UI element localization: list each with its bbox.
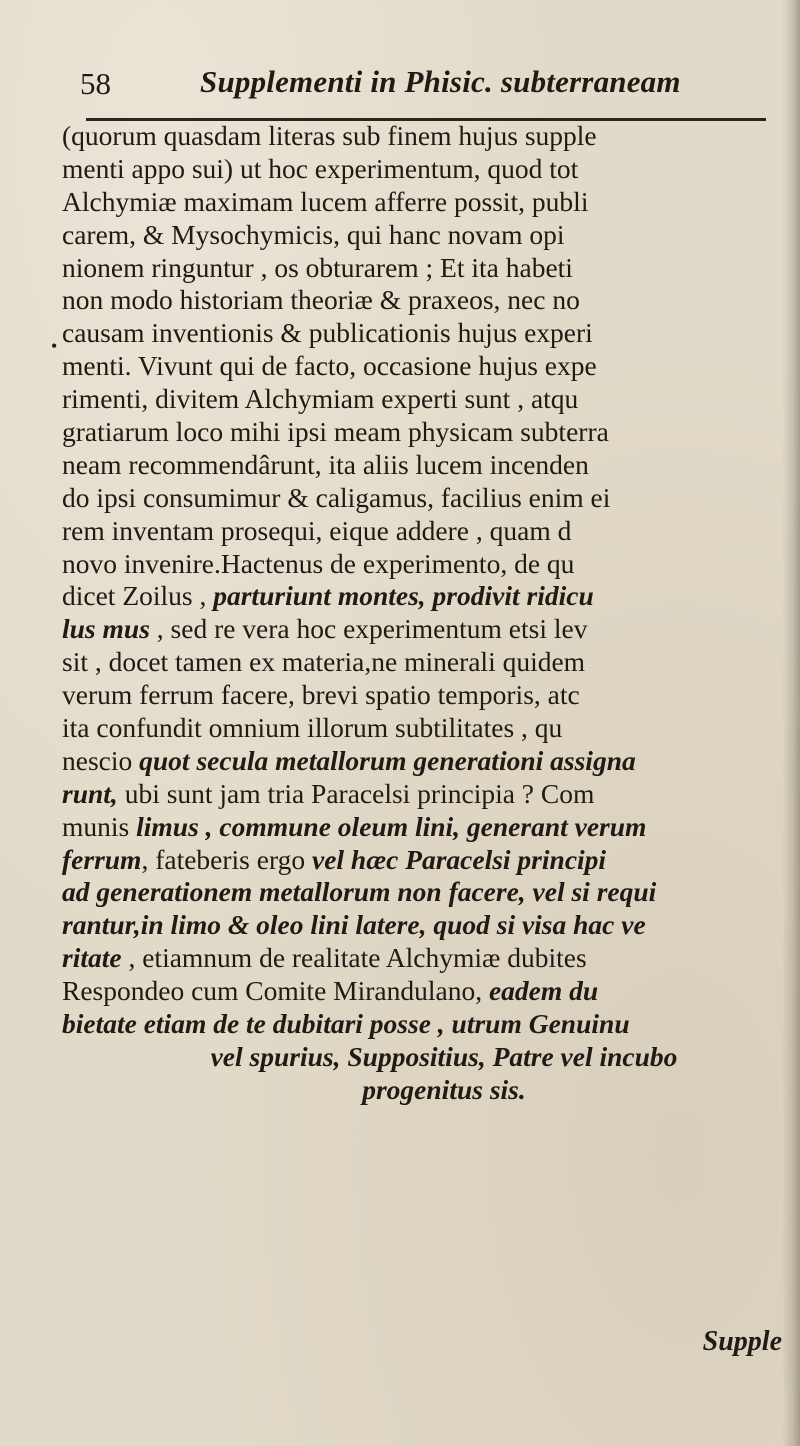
roman-segment: Alchymiæ maximam lucem afferre possit, publi bbox=[62, 185, 589, 217]
roman-segment: novo invenire.Hactenus de experimento, de qu bbox=[62, 547, 575, 579]
italic-segment: limus , commune oleum lini, generant verum bbox=[136, 810, 647, 842]
text-line bbox=[62, 909, 786, 942]
roman-segment: gratiarum loco mihi ipsi meam physicam subterra bbox=[62, 416, 609, 448]
text-line bbox=[62, 219, 786, 252]
roman-segment: causam inventionis & publicationis hujus experi bbox=[62, 317, 593, 349]
text-line bbox=[62, 844, 786, 877]
italic-segment: rantur,in limo & oleo lini latere, quod si visa hac ve bbox=[62, 909, 646, 941]
roman-segment: dicet Zoilus , bbox=[62, 580, 214, 612]
italic-segment: ad generationem metallorum non facere, vel si requi bbox=[62, 876, 657, 908]
italic-segment: eadem du bbox=[488, 975, 599, 1007]
text-line bbox=[62, 778, 786, 811]
text-line bbox=[62, 383, 786, 416]
text-line bbox=[62, 317, 786, 350]
margin-mark: • bbox=[51, 336, 58, 356]
text-line bbox=[62, 186, 786, 219]
body-text bbox=[62, 120, 786, 1107]
roman-segment: menti. Vivunt qui de facto, occasione hujus expe bbox=[62, 350, 597, 382]
roman-segment: ita confundit omnium illorum subtilitates , qu bbox=[62, 712, 563, 744]
text-line bbox=[62, 515, 786, 548]
text-line bbox=[62, 580, 786, 613]
catchword: Supple bbox=[702, 1326, 782, 1357]
italic-segment: progenitus sis. bbox=[362, 1073, 526, 1105]
roman-segment: rimenti, divitem Alchymiam experti sunt , atqu bbox=[62, 383, 579, 415]
roman-segment: rem inventam prosequi, eique addere , quam d bbox=[62, 514, 572, 546]
italic-segment: lus mus bbox=[62, 613, 150, 645]
text-line bbox=[62, 942, 786, 975]
roman-segment: sit , docet tamen ex materia,ne minerali quidem bbox=[62, 646, 586, 678]
text-line bbox=[62, 646, 786, 679]
roman-segment: do ipsi consumimur & caligamus, facilius enim ei bbox=[62, 481, 611, 513]
italic-segment: bietate etiam de te dubitari posse , utrum Genuinu bbox=[62, 1008, 630, 1040]
roman-segment: , etiamnum de realitate Alchymiæ dubites bbox=[121, 942, 587, 974]
roman-segment: , fateberis ergo bbox=[141, 843, 312, 875]
text-line bbox=[62, 252, 786, 285]
roman-segment: nionem ringuntur , os obturarem ; Et ita habeti bbox=[62, 251, 573, 283]
roman-segment: neam recommendârunt, ita aliis lucem incenden bbox=[62, 448, 589, 480]
text-line bbox=[62, 811, 786, 844]
roman-segment: verum ferrum facere, brevi spatio temporis, atc bbox=[62, 679, 580, 711]
roman-segment: , sed re vera hoc experimentum etsi lev bbox=[149, 613, 588, 645]
text-line bbox=[62, 482, 786, 515]
running-head: Supplementi in Phisic. subterraneam bbox=[200, 64, 681, 99]
text-line bbox=[62, 153, 786, 186]
text-line bbox=[62, 416, 786, 449]
italic-segment: ritate bbox=[62, 942, 122, 974]
text-line bbox=[62, 1074, 786, 1107]
text-line bbox=[62, 1008, 786, 1041]
text-line bbox=[62, 679, 786, 712]
text-line bbox=[62, 745, 786, 778]
text-line bbox=[62, 975, 786, 1008]
text-line bbox=[62, 1041, 786, 1074]
roman-segment: non modo historiam theoriæ & praxeos, nec no bbox=[62, 284, 580, 316]
roman-segment: Respondeo cum Comite Mirandulano, bbox=[62, 975, 489, 1007]
text-line bbox=[62, 284, 786, 317]
italic-segment: vel hæc Paracelsi principi bbox=[312, 843, 607, 875]
text-line bbox=[62, 876, 786, 909]
italic-segment: vel spurius, Suppositius, Patre vel incubo bbox=[210, 1040, 678, 1072]
roman-segment: munis bbox=[62, 810, 137, 842]
italic-segment: runt, bbox=[62, 777, 118, 809]
text-line bbox=[62, 350, 786, 383]
roman-segment: carem, & Mysochymicis, qui hanc novam opi bbox=[62, 218, 565, 250]
page-number: 58 bbox=[80, 66, 111, 101]
italic-segment: parturiunt montes, prodivit ridicu bbox=[213, 580, 594, 612]
text-line bbox=[62, 548, 786, 581]
page-header bbox=[80, 62, 770, 106]
text-line bbox=[62, 613, 786, 646]
roman-segment: menti appo sui) ut hoc experimentum, quod tot bbox=[62, 152, 579, 184]
roman-segment: nescio bbox=[62, 744, 140, 776]
text-line bbox=[62, 712, 786, 745]
roman-segment: ubi sunt jam tria Paracelsi principia ? Com bbox=[117, 777, 595, 809]
italic-segment: quot secula metallorum generationi assigna bbox=[139, 744, 636, 776]
text-line bbox=[62, 120, 786, 153]
roman-segment: (quorum quasdam literas sub finem hujus supple bbox=[62, 120, 597, 151]
text-line bbox=[62, 449, 786, 482]
italic-segment: ferrum bbox=[62, 843, 142, 875]
